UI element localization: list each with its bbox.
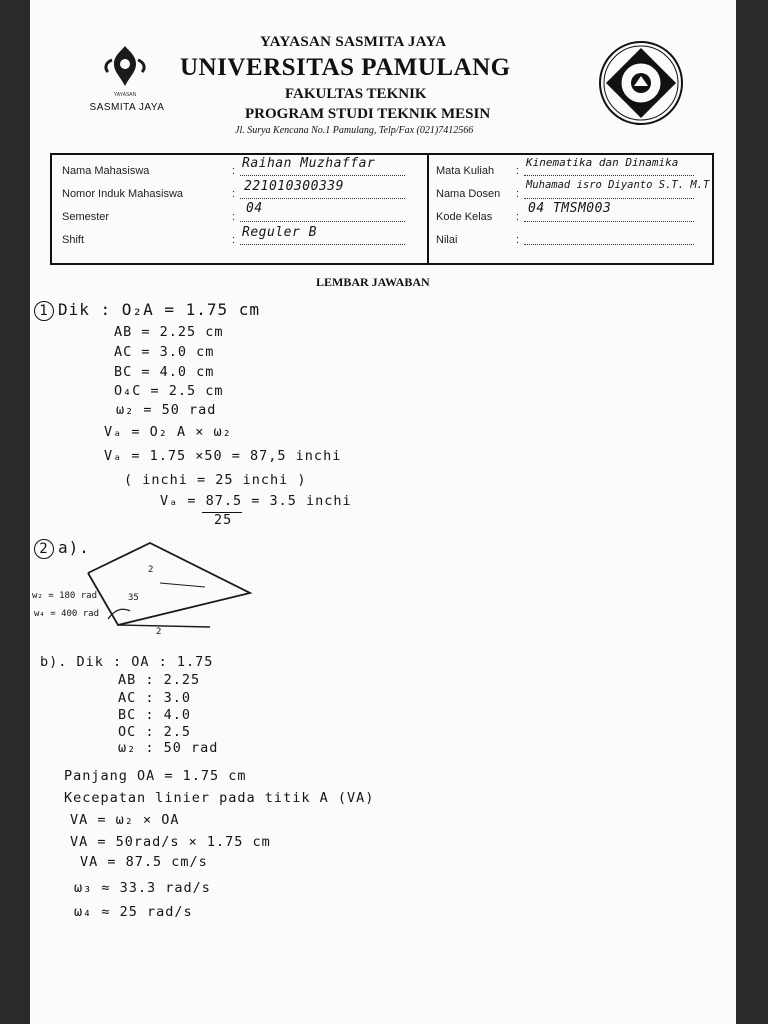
q1-line-6: Vₐ = O₂ A × ω₂	[104, 424, 232, 440]
label-nama-dosen: Nama Dosen	[436, 188, 501, 200]
sketch-label-w4: w₄ = 400 rad	[34, 609, 100, 619]
value-shift: Reguler B	[242, 225, 317, 240]
q2-work-4: VA = 87.5 cm/s	[80, 854, 208, 870]
answer-sheet	[30, 0, 736, 1024]
sketch-label-bottom: 2	[156, 627, 162, 637]
value-nama-mahasiswa: Raihan Muzhaffar	[242, 156, 376, 171]
colon: :	[232, 165, 236, 177]
q1-line-1: AB = 2.25 cm	[114, 324, 224, 340]
q2-work-5: ω₃ ≈ 33.3 rad/s	[74, 880, 211, 896]
faculty-name: FAKULTAS TEKNIK	[285, 86, 427, 102]
colon: :	[516, 188, 520, 200]
value-kode-kelas: 04 TMSM003	[528, 201, 612, 216]
colon: :	[232, 234, 236, 246]
q1-line-0: Dik : O₂A = 1.75 cm	[58, 300, 261, 319]
q1-line-9: Vₐ = 87.5 = 3.5 inchi	[160, 493, 352, 509]
dotted-line	[240, 209, 405, 222]
university-name: UNIVERSITAS PAMULANG	[180, 54, 511, 81]
label-nim: Nomor Induk Mahasiswa	[62, 188, 184, 200]
colon: :	[516, 234, 520, 246]
label-nilai: Nilai	[436, 234, 458, 246]
sasmita-jaya-logo	[89, 42, 165, 120]
q1-line-3: BC = 4.0 cm	[114, 364, 215, 380]
q2-number: 2	[34, 539, 54, 559]
q2-work-0: Panjang OA = 1.75 cm	[64, 768, 247, 784]
foundation-name: YAYASAN SASMITA JAYA	[260, 34, 447, 50]
q2-part-a: a).	[58, 538, 90, 557]
q1-line-8: ( inchi = 25 inchi )	[124, 472, 307, 488]
q2b-line-1: AB : 2.25	[118, 672, 201, 688]
label-mata-kuliah: Mata Kuliah	[436, 165, 495, 177]
label-shift: Shift	[62, 234, 85, 246]
logo-caption: SASMITA JAYA	[89, 102, 165, 113]
q2-work-2: VA = ω₂ × OA	[70, 812, 180, 828]
q2-work-6: ω₄ ≈ 25 rad/s	[74, 904, 193, 920]
sketch-label-top: 2	[148, 565, 154, 575]
sketch-label-angle: 35	[128, 593, 139, 603]
value-nama-dosen: Muhamad isro Diyanto S.T. M.T	[526, 179, 710, 191]
q2b-line-5: ω₂ : 50 rad	[118, 740, 219, 756]
q2-work-3: VA = 50rad/s × 1.75 cm	[70, 834, 271, 850]
colon: :	[516, 165, 520, 177]
colon: :	[232, 211, 236, 223]
q1-given	[34, 300, 260, 321]
q1-line-2: AC = 3.0 cm	[114, 344, 215, 360]
program-name: PROGRAM STUDI TEKNIK MESIN	[245, 106, 491, 122]
address: Jl. Surya Kencana No.1 Pamulang, Telp/Fax (021)7412566	[235, 125, 474, 136]
q1-line-5: ω₂ = 50 rad	[116, 402, 217, 418]
colon: :	[232, 188, 236, 200]
label-nama-mahasiswa: Nama Mahasiswa	[62, 165, 150, 177]
q2b-line-4: OC : 2.5	[118, 724, 192, 740]
value-nim: 221010300339	[244, 179, 344, 194]
value-semester: 04	[246, 201, 263, 216]
dotted-line	[524, 232, 694, 245]
value-mata-kuliah: Kinematika dan Dinamika	[526, 156, 679, 169]
sketch-label-w2: w₂ = 180 rad	[32, 591, 98, 601]
q1-line-4: O₄C = 2.5 cm	[114, 383, 224, 399]
q2b-line-0: b). Dik : OA : 1.75	[40, 654, 214, 670]
logo-small-caption: YAYASAN	[113, 92, 137, 98]
university-seal-icon	[598, 40, 684, 126]
q1-number: 1	[34, 301, 54, 321]
q1-line-10: 25	[214, 512, 233, 528]
label-semester: Semester	[62, 211, 110, 223]
info-divider	[427, 155, 429, 263]
colon: :	[516, 211, 520, 223]
q2-work-1: Kecepatan linier pada titik A (VA)	[64, 790, 375, 806]
q2b-line-2: AC : 3.0	[118, 690, 192, 706]
sheet-title: LEMBAR JAWABAN	[316, 275, 430, 289]
q1-line-7: Vₐ = 1.75 ×50 = 87,5 inchi	[104, 448, 342, 464]
student-info-box	[50, 153, 714, 265]
label-kode-kelas: Kode Kelas	[436, 211, 493, 223]
q2b-line-3: BC : 4.0	[118, 707, 192, 723]
